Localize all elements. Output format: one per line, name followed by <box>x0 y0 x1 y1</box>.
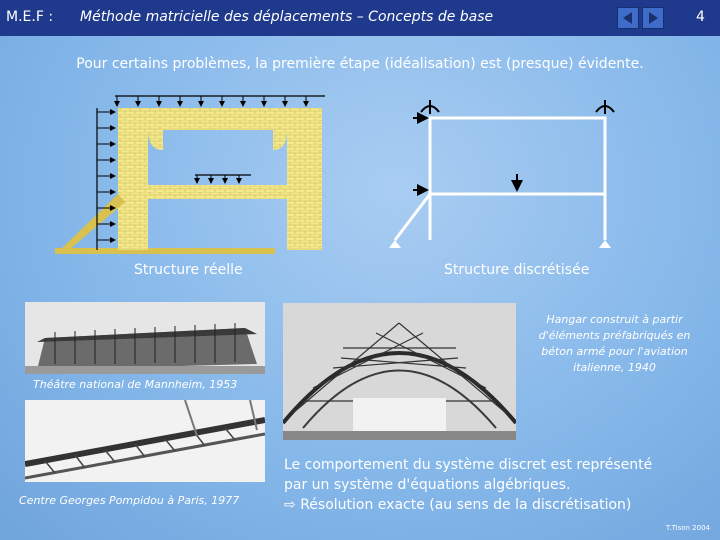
mannheim-building-image <box>25 302 265 374</box>
previous-button[interactable] <box>617 7 639 29</box>
pompidou-caption: Centre Georges Pompidou à Paris, 1977 <box>19 494 240 507</box>
hangar-caption <box>522 312 707 376</box>
real-structure-drawing <box>55 96 325 254</box>
discrete-structure-drawing <box>389 100 614 248</box>
mannheim-caption: Théâtre national de Mannheim, 1953 <box>33 378 238 391</box>
structure-diagrams <box>55 90 635 260</box>
conclusion-line-3 <box>284 495 714 515</box>
pompidou-truss-image <box>25 400 265 482</box>
pompidou-photo <box>25 400 265 482</box>
conclusion-line-2: par un système d'équations algébriques. <box>284 477 571 493</box>
hangar-caption-line: d'éléments préfabriqués en <box>538 329 691 342</box>
author-credit: T.Tison 2004 <box>665 524 710 532</box>
hangar-caption-line: béton armé pour l'aviation <box>541 345 688 358</box>
conclusion-line-1: Le comportement du système discret est représenté <box>284 457 653 473</box>
mannheim-photo <box>25 302 265 374</box>
conclusion-text <box>284 455 714 515</box>
page-number: 4 <box>696 9 705 25</box>
hangar-photo <box>283 303 516 440</box>
right-arrow-icon <box>643 8 663 28</box>
hangar-lattice-image <box>283 303 516 440</box>
right-arrow-icon: ⇨ <box>284 497 296 513</box>
next-button[interactable] <box>642 7 664 29</box>
discrete-structure-caption: Structure discrétisée <box>444 262 590 278</box>
left-arrow-icon <box>618 8 638 28</box>
real-structure-caption: Structure réelle <box>134 262 243 278</box>
course-label: M.E.F : <box>6 9 54 25</box>
slide-title: Méthode matricielle des déplacements – Concepts de base <box>80 9 494 25</box>
intro-text: Pour certains problèmes, la première étape (idéalisation) est (presque) évidente. <box>76 56 644 72</box>
conclusion-result: Résolution exacte (au sens de la discrétisation) <box>300 497 632 513</box>
hangar-caption-line: italienne, 1940 <box>573 361 656 374</box>
header-bar <box>0 0 720 36</box>
hangar-caption-line: Hangar construit à partir <box>546 313 683 326</box>
